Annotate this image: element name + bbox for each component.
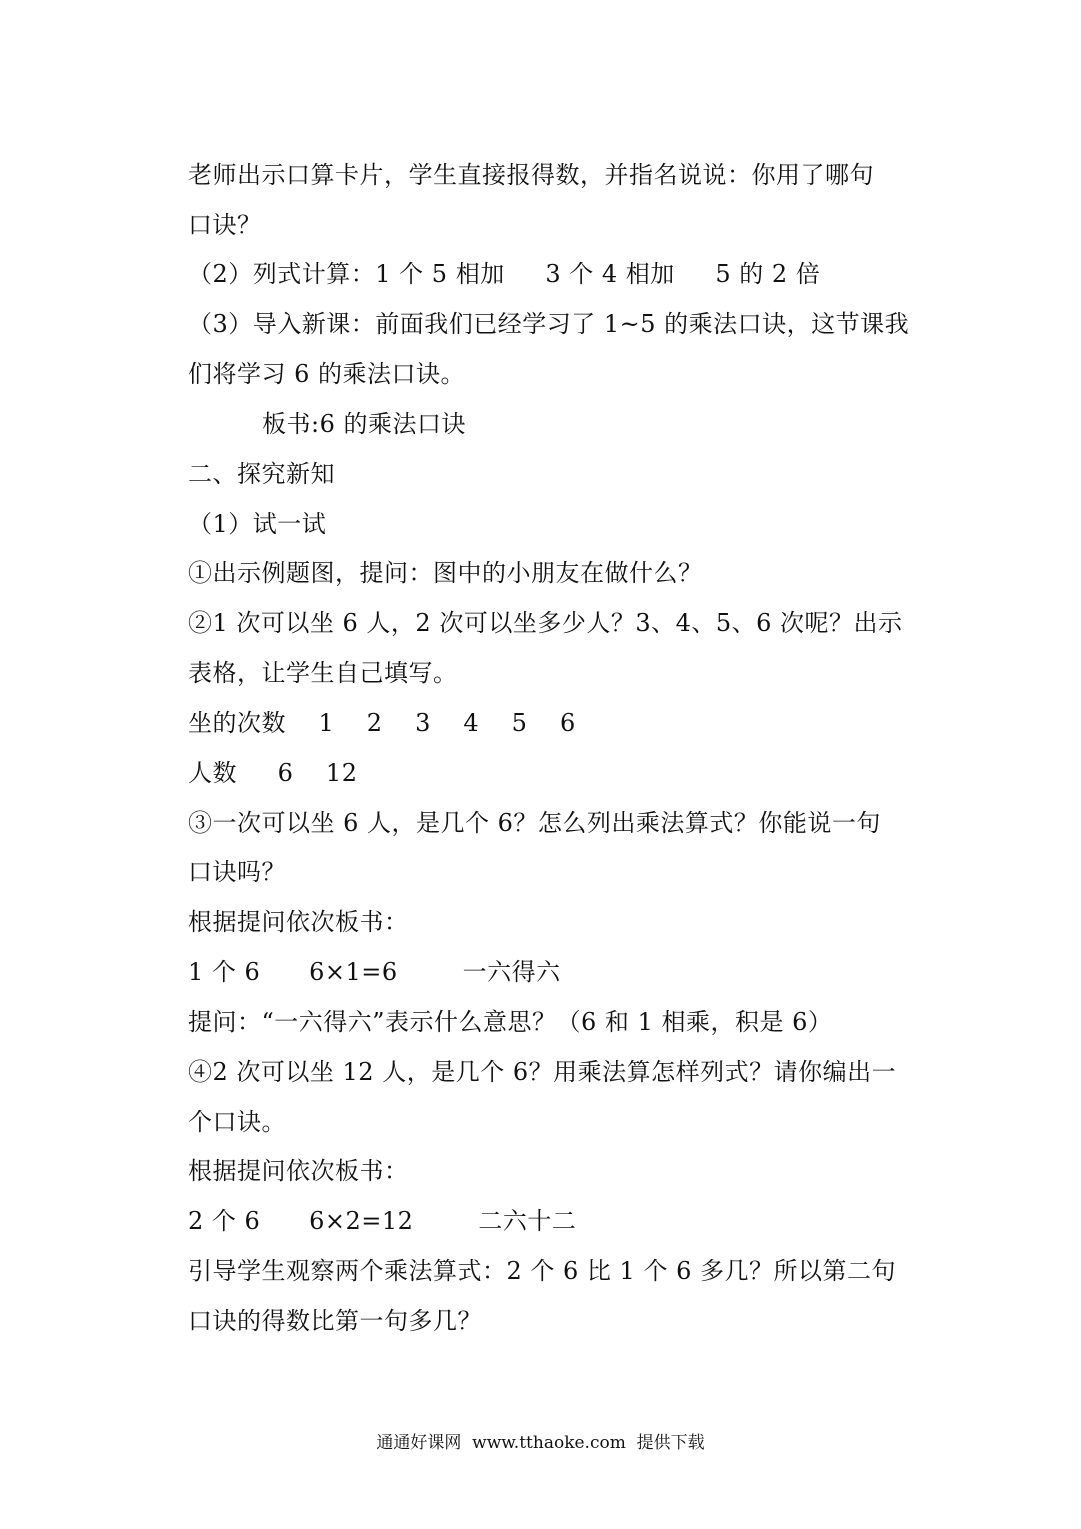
text-line: 根据提问依次板书： [188,1157,409,1185]
text-line: 引导学生观察两个乘法算式：2 个 6 比 1 个 6 多几？所以第二句 [188,1257,896,1285]
board-line: 2 个 6 6×2=12 二六十二 [188,1207,577,1235]
text-line: 个口诀。 [188,1108,286,1136]
subsection-heading: （1）试一试 [188,510,327,538]
text-line: 口诀的得数比第一句多几？ [188,1307,482,1335]
text-line: （2）列式计算：1 个 5 相加 3 个 4 相加 5 的 2 倍 [188,260,821,288]
board-heading: 板书:6 的乘法口诀 [262,410,466,438]
text-line: 提问：“一六得六”表示什么意思？（6 和 1 相乘，积是 6） [188,1008,833,1036]
text-line: ①出示例题图，提问：图中的小朋友在做什么？ [188,559,703,587]
page-footer: 通通好课网 www.tthaoke.com 提供下载 [376,1433,705,1453]
text-line: 老师出示口算卡片，学生直接报得数，并指名说说：你用了哪句 [188,161,874,189]
text-line: ④2 次可以坐 12 人，是几个 6？用乘法算怎样列式？请你编出一 [188,1058,897,1086]
section-heading: 二、探究新知 [188,460,335,488]
text-line: ②1 次可以坐 6 人，2 次可以坐多少人？3、4、5、6 次呢？出示 [188,609,903,637]
text-line: 们将学习 6 的乘法口诀。 [188,360,466,388]
table-row: 人数 6 12 [188,759,358,787]
board-line: 1 个 6 6×1=6 一六得六 [188,958,561,986]
table-row: 坐的次数 1 2 3 4 5 6 [188,709,576,737]
text-line: 口诀？ [188,211,262,239]
text-line: 根据提问依次板书： [188,908,409,936]
text-line: 口诀吗？ [188,858,286,886]
text-line: 表格，让学生自己填写。 [188,659,458,687]
text-line: （3）导入新课：前面我们已经学习了 1~5 的乘法口诀，这节课我 [188,310,910,338]
text-line: ③一次可以坐 6 人，是几个 6？怎么列出乘法算式？你能说一句 [188,809,881,837]
